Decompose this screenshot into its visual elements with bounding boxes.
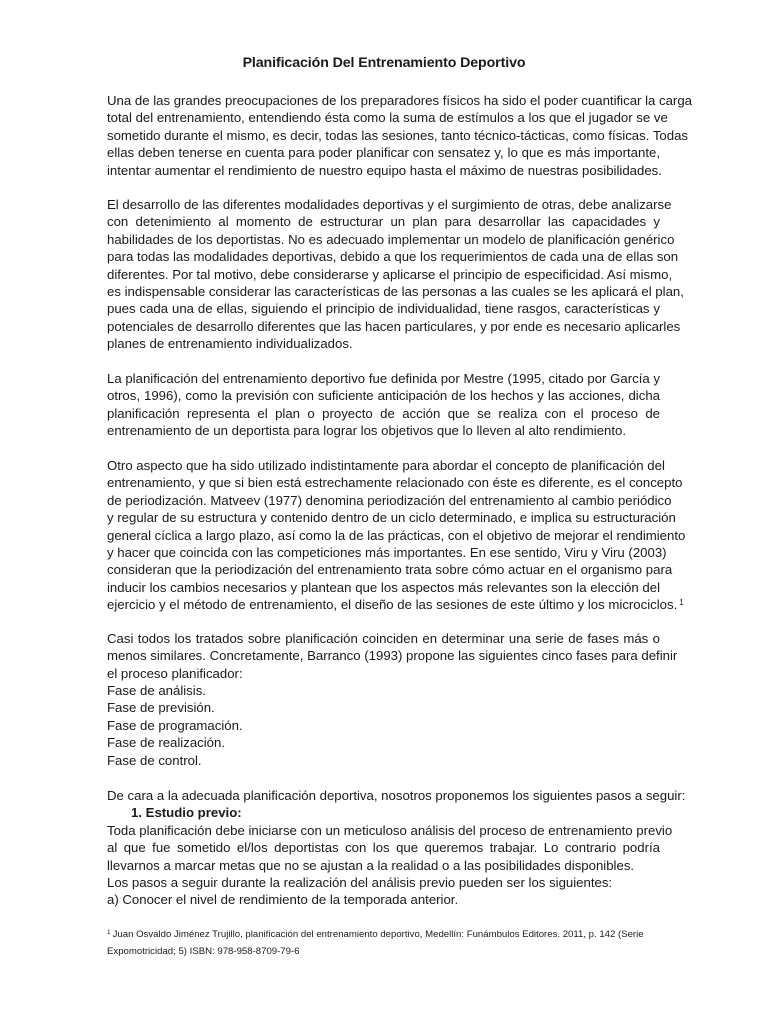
paragraph-line: planificación representa el plan o proyecto de acción que se realiza con el proceso de xyxy=(107,405,660,421)
paragraph-line: otros, 1996), como la previsión con suficiente anticipación de los hechos y las acciones, dicha xyxy=(107,388,660,404)
paragraph-line: potenciales de desarrollo diferentes que las hacen particulares, y por ende es necesario aplicarles xyxy=(107,318,681,334)
paragraph-4 xyxy=(107,457,686,614)
paragraph-line: consideran que la periodización del entrenamiento trata sobre cómo actuar en el organismo para xyxy=(107,562,673,578)
paragraph-line: total del entrenamiento, entendiendo ésta como la suma de estímulos a los que el jugador se ve xyxy=(107,110,668,126)
phase-item: Fase de realización. xyxy=(107,735,226,751)
paragraph-line: La planificación del entrenamiento deportivo fue definida por Mestre (1995, citado por García y xyxy=(107,371,660,386)
paragraph-line: planes de entrenamiento individualizados. xyxy=(107,336,353,352)
paragraph-6 xyxy=(107,822,673,874)
steps-intro xyxy=(107,787,686,822)
paragraph-line: diferentes. Por tal motivo, debe considerarse y aplicarse el principio de especificidad. Así mismo, xyxy=(107,266,673,282)
paragraph-line: De cara a la adecuada planificación deportiva, nosotros proponemos los siguientes pasos a seguir: xyxy=(107,788,686,803)
phase-item: Fase de análisis. xyxy=(107,683,206,698)
paragraph-line xyxy=(107,596,684,613)
paragraph-line: ellas deben tenerse en cuenta para poder planificar con sensatez y, lo que es más importante, xyxy=(107,145,660,161)
paragraph-line: Toda planificación debe iniciarse con un meticuloso análisis del proceso de entrenamiento previo xyxy=(107,823,673,838)
paragraph-line: entrenamiento de un deportista para lograr los objetivos que lo lleven al alto rendimiento. xyxy=(107,423,627,439)
phase-item: Fase de control. xyxy=(107,752,202,768)
paragraph-2 xyxy=(107,196,684,353)
paragraph-line: es indispensable considerar las características de las personas a las cuales se les aplicará el plan, xyxy=(107,284,684,300)
paragraph-line: el proceso planificador: xyxy=(107,665,243,681)
paragraph-line: Una de las grandes preocupaciones de los preparadores físicos ha sido el poder cuantificar la carga xyxy=(107,93,692,108)
paragraph-line: general cíclica a largo plazo, así como la de las prácticas, con el objetivo de mejorar el rendimiento xyxy=(107,527,686,543)
paragraph-1 xyxy=(107,92,692,179)
footnote-reference: 1 xyxy=(679,598,684,608)
paragraph-line: El desarrollo de las diferentes modalidades deportivas y el surgimiento de otras, debe analizarse xyxy=(107,197,672,212)
paragraph-line: para todas las modalidades deportivas, debido a que los requerimientos de cada una de ellas son xyxy=(107,249,679,265)
paragraph-line: entrenamiento, y que si bien está estrechamente relacionado con éste es diferente, es el concepto xyxy=(107,475,683,491)
footnote-text: Juan Osvaldo Jiménez Trujillo, planificación del entrenamiento deportivo, Medellín: Funámbulos Editores. 2011, p. 142 (Serie xyxy=(112,929,644,940)
paragraph-line: intentar aumentar el rendimiento de nuestro equipo hasta el máximo de nuestras posibilidades. xyxy=(107,162,662,178)
paragraph-3 xyxy=(107,370,660,440)
paragraph-line: y regular de su estructura y contenido dentro de un ciclo determinado, e implica su estructuración xyxy=(107,510,676,526)
phase-list xyxy=(107,682,660,769)
paragraph-line: de periodización. Matveev (1977) denomina periodización del entrenamiento al cambio periódico xyxy=(107,492,672,508)
phase-item: Fase de programación. xyxy=(107,717,243,733)
phase-item: Fase de previsión. xyxy=(107,700,215,716)
paragraph-line: menos similares. Concretamente, Barranco (1993) propone las siguientes cinco fases para definir xyxy=(107,648,678,664)
footnote-line: Expomotricidad; 5) ISBN: 978-958-8709-79-6 xyxy=(107,946,300,957)
paragraph-line: inducir los cambios necesarios y plantean que los aspectos más relevantes son la elección del xyxy=(107,579,660,595)
paragraph-line: Los pasos a seguir durante la realización del análisis previo pueden ser los siguientes: xyxy=(107,875,613,890)
paragraph-line-text: ejercicio y el método de entrenamiento, el diseño de las sesiones de este último y los microciclos. xyxy=(107,597,678,613)
paragraph-line: sometido durante el mismo, es decir, todas las sesiones, tanto técnico-tácticas, como físicas. Todas xyxy=(107,127,689,143)
paragraph-line: al que fue sometido el/los deportistas con los que queremos trabajar. Lo contrario podría xyxy=(107,840,660,856)
footnote-number: 1 xyxy=(107,929,111,936)
footnote xyxy=(107,926,667,960)
paragraph-line: y hacer que coincida con las competiciones más importantes. En ese sentido, Viru y Viru (2003) xyxy=(107,545,667,561)
paragraph-7 xyxy=(107,874,660,909)
paragraph-5 xyxy=(107,630,678,682)
paragraph-line: Casi todos los tratados sobre planificación coinciden en determinar una serie de fases más o xyxy=(107,631,660,646)
paragraph-line: Otro aspecto que ha sido utilizado indistintamente para abordar el concepto de planificación del xyxy=(107,458,665,473)
paragraph-line: a) Conocer el nivel de rendimiento de la temporada anterior. xyxy=(107,892,459,908)
footnote-line xyxy=(107,926,667,943)
paragraph-line: habilidades de los deportistas. No es adecuado implementar un modelo de planificación genérico xyxy=(107,231,675,247)
paragraph-line: pues cada una de ellas, siguiendo el principio de individualidad, tiene rasgos, características y xyxy=(107,301,660,317)
page-title: Planificación Del Entrenamiento Deportivo xyxy=(242,55,526,71)
paragraph-line: con detenimiento al momento de estructurar un plan para desarrollar las capacidades y xyxy=(107,214,660,230)
step-heading: 1. Estudio previo: xyxy=(131,805,242,821)
paragraph-line: llevarnos a marcar metas que no se ajustan a la realidad o a las posibilidades disponibles. xyxy=(107,857,635,873)
